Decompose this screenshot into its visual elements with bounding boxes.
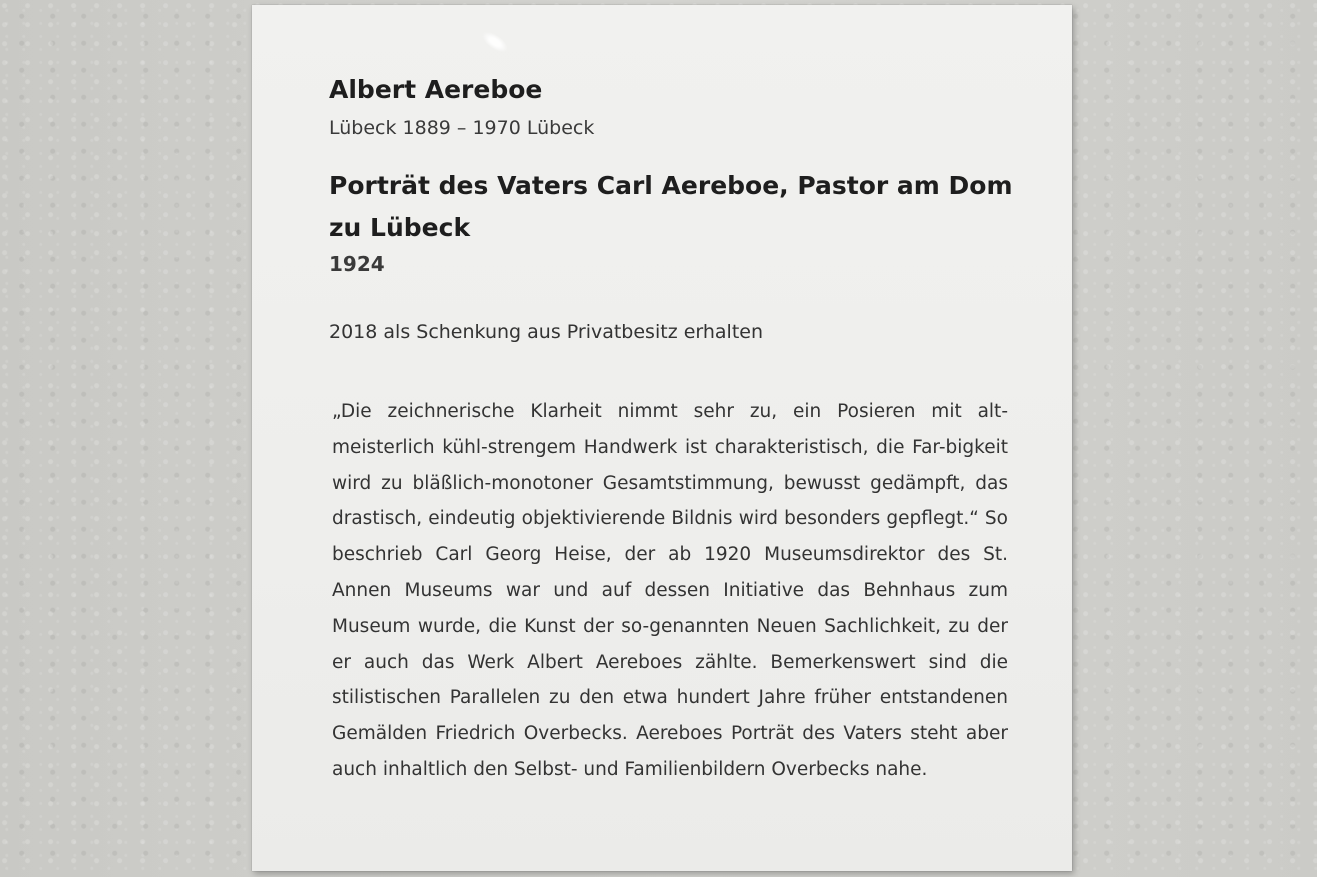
provenance-note: 2018 als Schenkung aus Privatbesitz erhalten xyxy=(329,321,764,343)
light-glare xyxy=(479,28,512,57)
artwork-year: 1924 xyxy=(329,252,385,276)
artist-name: Albert Aereboe xyxy=(329,75,543,104)
museum-label-placard xyxy=(252,5,1072,871)
artwork-title: Porträt des Vaters Carl Aereboe, Pastor am Dom zu Lübeck xyxy=(329,171,1013,242)
artist-life-dates: Lübeck 1889 – 1970 Lübeck xyxy=(329,117,595,139)
description-text: „Die zeichnerische Klarheit nimmt sehr zu, ein Posieren mit alt-meisterlich kühl-strengem Handwerk ist charakteristisch, die Far-bigkeit wird zu bläßlich-monotoner Gesamtstimmung, bewusst gedämpft, das drastisch, eindeutig objektivierende Bildnis wird besonders gepflegt.“ So beschrieb Carl Georg Heise, der ab 1920 Museumsdirektor des St. Annen Museums war und auf dessen Initiative das Behnhaus zum Museum wurde, die Kunst der so-genannten Neuen Sachlichkeit, zu der er auch das Werk Albert Aereboes zählte. Bemerkenswert sind die stilistischen Parallelen zu den etwa hundert Jahre früher entstandenen Gemälden Friedrich Overbecks. Aereboes Porträt des Vaters steht aber auch inhaltlich den Selbst- und Familienbildern Overbecks nahe. xyxy=(332,401,1008,780)
